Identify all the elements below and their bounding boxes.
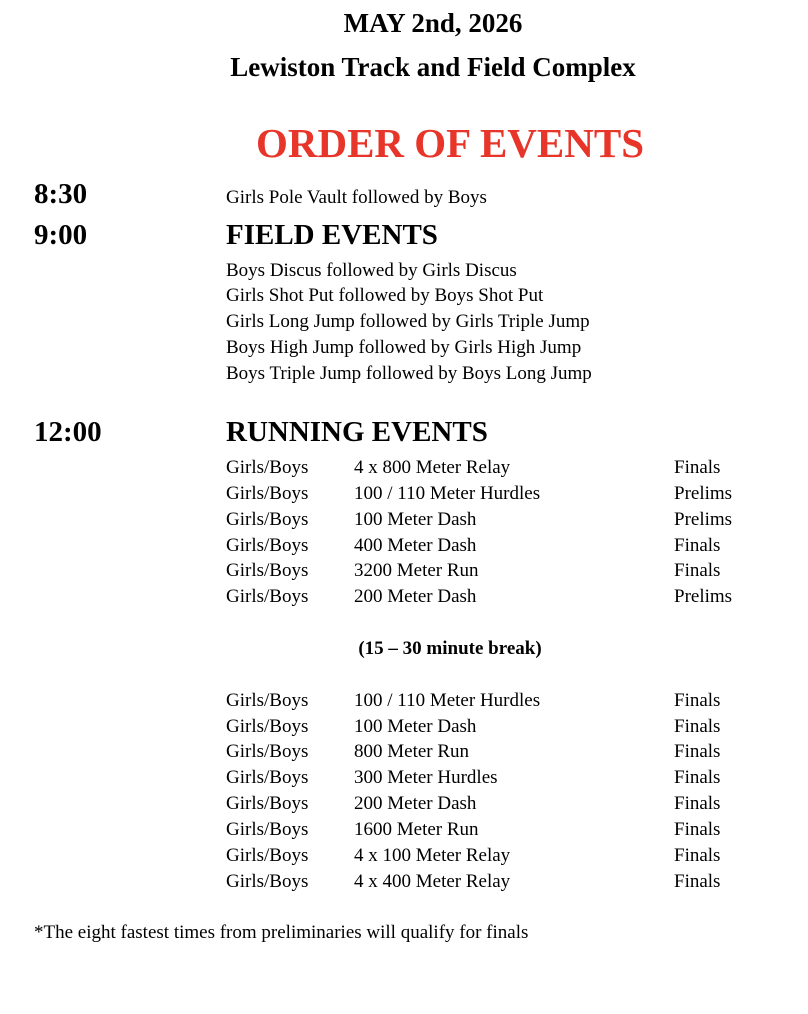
field-event-item: Girls Long Jump followed by Girls Triple Jump	[226, 311, 590, 332]
event-round: Finals	[674, 871, 721, 892]
event-round: Finals	[674, 716, 721, 737]
event-name: 800 Meter Run	[354, 741, 470, 762]
event-round: Finals	[674, 741, 721, 762]
event-row	[0, 483, 808, 509]
event-round: Finals	[674, 560, 721, 581]
event-row	[0, 690, 808, 716]
event-gender: Girls/Boys	[226, 690, 309, 711]
time-field-events: 9:00	[34, 219, 88, 251]
field-event-item: Girls Shot Put followed by Boys Shot Put	[226, 285, 544, 306]
event-gender: Girls/Boys	[226, 535, 309, 556]
event-gender: Girls/Boys	[226, 845, 309, 866]
event-name: 100 / 110 Meter Hurdles	[354, 483, 541, 504]
event-name: 100 / 110 Meter Hurdles	[354, 690, 541, 711]
event-row	[0, 741, 808, 767]
event-row	[0, 767, 808, 793]
event-round: Prelims	[674, 586, 733, 607]
event-gender: Girls/Boys	[226, 586, 309, 607]
event-gender: Girls/Boys	[226, 793, 309, 814]
event-round: Finals	[674, 767, 721, 788]
event-round: Finals	[674, 793, 721, 814]
event-round: Prelims	[674, 509, 733, 530]
field-event-item: Boys Discus followed by Girls Discus	[226, 260, 517, 281]
event-row	[0, 586, 808, 612]
event-gender: Girls/Boys	[226, 509, 309, 530]
event-row	[0, 793, 808, 819]
pole-vault-text: Girls Pole Vault followed by Boys	[226, 187, 487, 208]
footnote: *The eight fastest times from preliminaries will qualify for finals	[34, 922, 529, 943]
event-gender: Girls/Boys	[226, 819, 309, 840]
event-round: Finals	[674, 819, 721, 840]
field-event-item: Boys Triple Jump followed by Boys Long Jump	[226, 363, 592, 384]
event-row	[0, 845, 808, 871]
event-row	[0, 560, 808, 586]
event-name: 200 Meter Dash	[354, 586, 477, 607]
event-name: 4 x 100 Meter Relay	[354, 845, 511, 866]
event-name: 4 x 800 Meter Relay	[354, 457, 511, 478]
event-name: 100 Meter Dash	[354, 509, 477, 530]
time-pole-vault: 8:30	[34, 178, 88, 210]
event-round: Finals	[674, 690, 721, 711]
event-gender: Girls/Boys	[226, 716, 309, 737]
event-gender: Girls/Boys	[226, 457, 309, 478]
event-round: Finals	[674, 845, 721, 866]
break-note: (15 – 30 minute break)	[358, 638, 542, 659]
event-row	[0, 716, 808, 742]
event-gender: Girls/Boys	[226, 741, 309, 762]
event-name: 400 Meter Dash	[354, 535, 477, 556]
event-name: 300 Meter Hurdles	[354, 767, 498, 788]
event-name: 200 Meter Dash	[354, 793, 477, 814]
event-row	[0, 819, 808, 845]
event-round: Finals	[674, 535, 721, 556]
event-round: Prelims	[674, 483, 733, 504]
meet-venue: Lewiston Track and Field Complex	[230, 52, 636, 82]
page-title: ORDER OF EVENTS	[255, 120, 645, 166]
time-running-events: 12:00	[34, 416, 102, 448]
event-name: 3200 Meter Run	[354, 560, 479, 581]
event-name: 100 Meter Dash	[354, 716, 477, 737]
event-gender: Girls/Boys	[226, 767, 309, 788]
field-event-item: Boys High Jump followed by Girls High Jump	[226, 337, 582, 358]
field-events-heading: FIELD EVENTS	[226, 219, 438, 251]
event-round: Finals	[674, 457, 721, 478]
meet-date: MAY 2nd, 2026	[343, 8, 523, 38]
event-name: 1600 Meter Run	[354, 819, 479, 840]
event-row	[0, 871, 808, 897]
event-row	[0, 457, 808, 483]
event-row	[0, 509, 808, 535]
event-name: 4 x 400 Meter Relay	[354, 871, 511, 892]
event-gender: Girls/Boys	[226, 483, 309, 504]
event-gender: Girls/Boys	[226, 871, 309, 892]
event-gender: Girls/Boys	[226, 560, 309, 581]
running-events-heading: RUNNING EVENTS	[226, 416, 488, 448]
event-row	[0, 535, 808, 561]
